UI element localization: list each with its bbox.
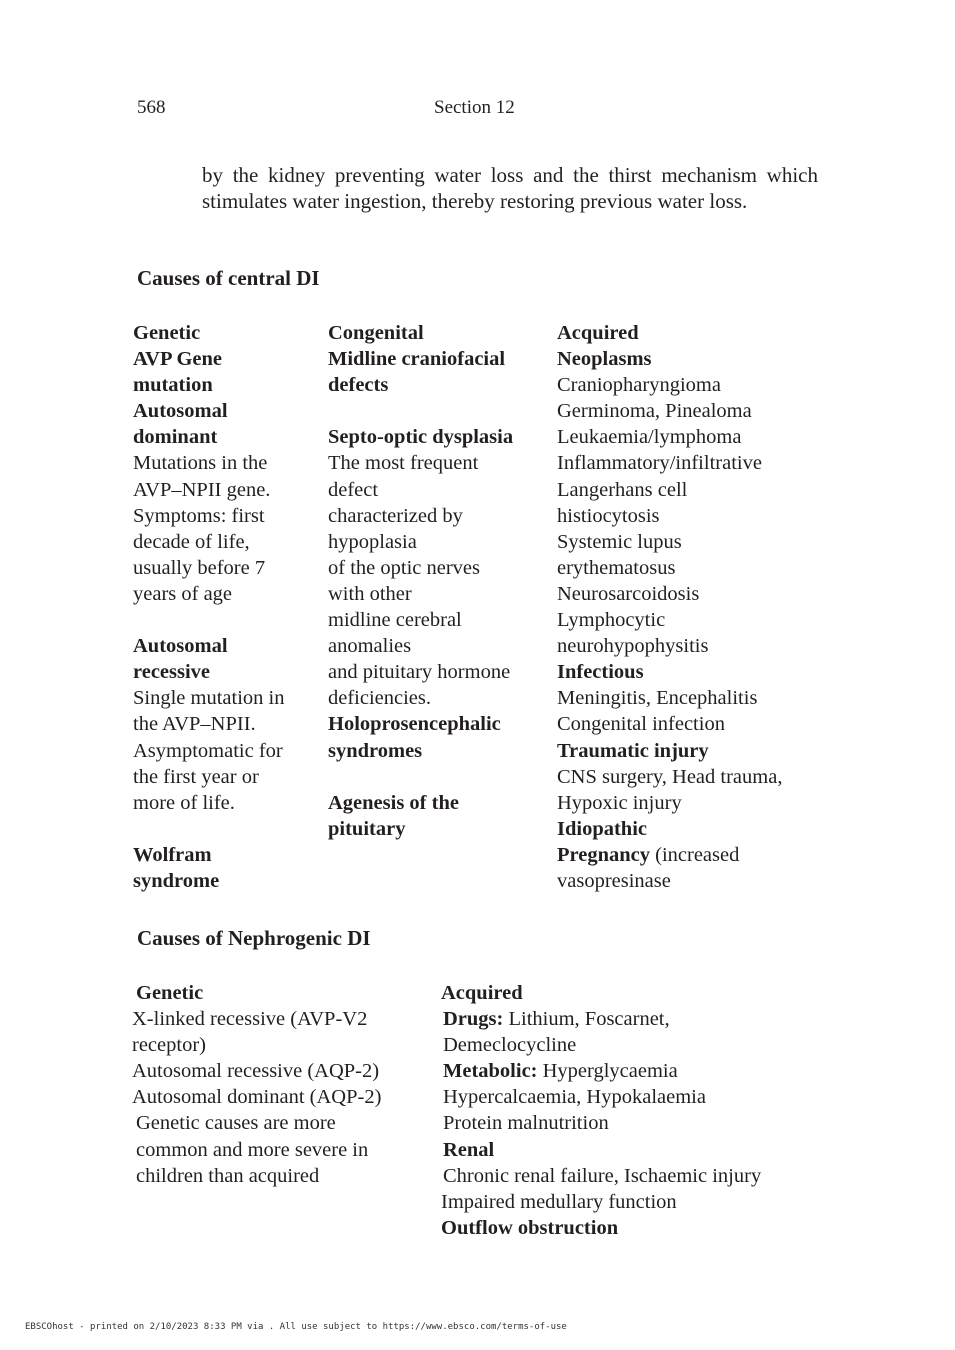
list-item: Single mutation in bbox=[133, 687, 285, 710]
list-item: defects bbox=[328, 374, 389, 397]
list-item: midline cerebral bbox=[328, 609, 462, 632]
list-item-term: Pregnancy bbox=[557, 843, 651, 866]
list-item: Genetic causes are more bbox=[136, 1112, 336, 1135]
list-item: Holoprosencephalic bbox=[328, 713, 501, 736]
list-item: Autosomal bbox=[133, 635, 228, 658]
list-item bbox=[441, 1058, 761, 1084]
list-item: years of age bbox=[133, 582, 233, 605]
nephrogenic-genetic-column bbox=[132, 980, 381, 1189]
list-item: Neoplasms bbox=[557, 348, 652, 371]
column-heading: Acquired bbox=[557, 322, 639, 344]
column-heading: Genetic bbox=[133, 322, 201, 344]
list-item: Infectious bbox=[557, 661, 644, 684]
list-item: Chronic renal failure, Ischaemic injury bbox=[443, 1164, 762, 1187]
list-item: more of life. bbox=[133, 791, 235, 814]
page-number: 568 bbox=[137, 97, 166, 118]
list-item: Leukaemia/lymphoma bbox=[557, 426, 742, 449]
list-item: X-linked recessive (AVP-V2 bbox=[132, 1008, 368, 1031]
intro-paragraph: by the kidney preventing water loss and the thirst mechanism which stimulates water ingestion, thereby restoring previous water loss. bbox=[202, 163, 818, 213]
list-item: Hypoxic injury bbox=[557, 791, 682, 814]
list-item-term: Drugs: bbox=[443, 1008, 504, 1031]
list-item: Craniopharyngioma bbox=[557, 374, 721, 397]
list-item: the first year or bbox=[133, 765, 259, 788]
list-item: Asymptomatic for bbox=[133, 739, 283, 762]
list-item: Symptoms: first bbox=[133, 504, 265, 527]
list-item: anomalies bbox=[328, 635, 412, 658]
list-item: receptor) bbox=[132, 1034, 206, 1057]
list-item: Germinoma, Pinealoma bbox=[557, 400, 752, 423]
list-item: hypoplasia bbox=[328, 530, 417, 553]
list-item: Meningitis, Encephalitis bbox=[557, 687, 758, 710]
list-item-text: (increased bbox=[650, 843, 740, 866]
list-item: syndromes bbox=[328, 739, 423, 762]
print-footer: EBSCOhost - printed on 2/10/2023 8:33 PM via . All use subject to https://www.ebsco.com/terms-of-use bbox=[25, 1322, 567, 1332]
list-item: Inflammatory/infiltrative bbox=[557, 452, 762, 475]
column-heading: Acquired bbox=[441, 982, 523, 1004]
list-item: Autosomal dominant (AQP-2) bbox=[132, 1086, 382, 1109]
nephrogenic-di-heading: Causes of Nephrogenic DI bbox=[137, 926, 371, 950]
list-item: mutation bbox=[133, 374, 213, 397]
list-item: Protein malnutrition bbox=[443, 1112, 609, 1135]
list-item bbox=[441, 1006, 761, 1032]
list-item: Agenesis of the bbox=[328, 791, 459, 814]
list-item-text: Lithium, Foscarnet, bbox=[503, 1008, 670, 1031]
list-item: with other bbox=[328, 582, 412, 605]
list-item: Wolfram bbox=[133, 843, 212, 866]
list-item: The most frequent bbox=[328, 452, 479, 475]
list-item: decade of life, bbox=[133, 530, 250, 553]
list-item bbox=[557, 842, 782, 868]
list-item: Hypercalcaemia, Hypokalaemia bbox=[443, 1086, 706, 1109]
list-item: Outflow obstruction bbox=[441, 1216, 619, 1239]
list-item: Neurosarcoidosis bbox=[557, 582, 700, 605]
list-item: usually before 7 bbox=[133, 556, 266, 579]
list-item: dominant bbox=[133, 426, 218, 449]
list-item: vasopresinase bbox=[557, 869, 671, 892]
list-item: Mutations in the bbox=[133, 452, 268, 475]
central-di-heading: Causes of central DI bbox=[137, 266, 320, 290]
list-item: AVP Gene bbox=[133, 348, 223, 371]
list-item: Midline craniofacial bbox=[328, 348, 506, 371]
central-genetic-column bbox=[133, 320, 284, 894]
list-item: Systemic lupus bbox=[557, 530, 682, 553]
list-item: of the optic nerves bbox=[328, 556, 480, 579]
list-item-term: Metabolic: bbox=[443, 1060, 538, 1083]
list-item: Traumatic injury bbox=[557, 739, 709, 762]
list-item: CNS surgery, Head trauma, bbox=[557, 765, 783, 788]
list-item: and pituitary hormone bbox=[328, 661, 511, 684]
list-item: Langerhans cell bbox=[557, 478, 688, 501]
list-item-text: Hyperglycaemia bbox=[537, 1060, 678, 1083]
column-heading: Genetic bbox=[136, 982, 204, 1004]
column-heading: Congenital bbox=[328, 322, 424, 344]
list-item: pituitary bbox=[328, 817, 406, 840]
list-item: syndrome bbox=[133, 869, 220, 892]
list-item: common and more severe in bbox=[136, 1138, 369, 1161]
list-item: Demeclocycline bbox=[443, 1034, 577, 1057]
list-item: Autosomal bbox=[133, 400, 228, 423]
list-item: Septo-optic dysplasia bbox=[328, 426, 514, 449]
list-item: erythematosus bbox=[557, 556, 676, 579]
list-item: Idiopathic bbox=[557, 817, 647, 840]
section-title: Section 12 bbox=[434, 97, 515, 118]
list-item: Congenital infection bbox=[557, 713, 725, 736]
list-item: Autosomal recessive (AQP-2) bbox=[132, 1060, 380, 1083]
list-item: defect bbox=[328, 478, 379, 501]
list-item: AVP–NPII gene. bbox=[133, 478, 271, 501]
list-item: deficiencies. bbox=[328, 687, 432, 710]
list-item: children than acquired bbox=[136, 1164, 320, 1187]
list-item: recessive bbox=[133, 661, 211, 684]
nephrogenic-acquired-column bbox=[441, 980, 761, 1241]
list-item: characterized by bbox=[328, 504, 463, 527]
list-item: the AVP–NPII. bbox=[133, 713, 256, 736]
list-item: Lymphocytic bbox=[557, 609, 666, 632]
list-item: Renal bbox=[443, 1138, 495, 1161]
list-item: Impaired medullary function bbox=[441, 1190, 677, 1213]
central-congenital-column bbox=[328, 320, 513, 842]
central-acquired-column bbox=[557, 320, 782, 894]
list-item: neurohypophysitis bbox=[557, 635, 709, 658]
list-item: histiocytosis bbox=[557, 504, 660, 527]
